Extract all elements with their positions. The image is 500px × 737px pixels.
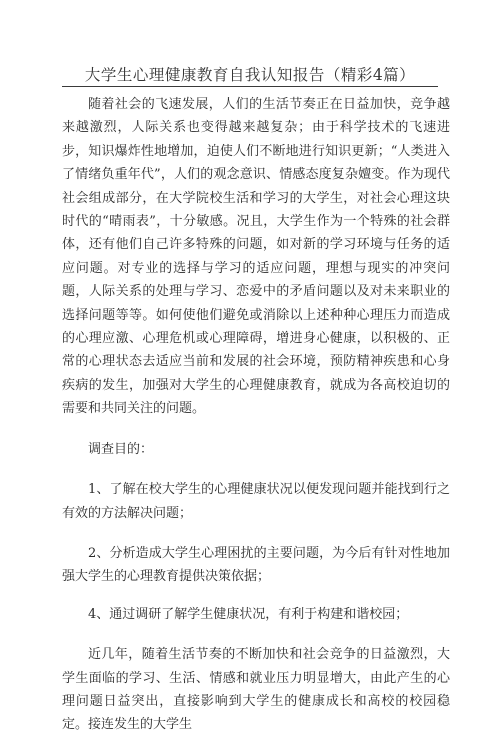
- purpose-item-1: 1、了解在校大学生的心理健康状况以便发现问题并能找到行之有效的方法解决问题；: [62, 482, 450, 521]
- background-paragraph: 近几年，随着生活节奏的不断加快和社会竞争的日益激烈，大学生面临的学习、生活、情感和就业压力明显增大，由此产生的心理问题日益突出，直接影响到大学生的健康成长和高校的校园稳定。接连发生的大学生: [62, 647, 450, 733]
- document-body: [62, 93, 450, 737]
- title-underline: [62, 86, 438, 87]
- survey-purpose-heading: 调查目的：: [88, 441, 154, 457]
- document-title: 大学生心理健康教育自我认知报告（精彩4篇）: [84, 66, 416, 84]
- purpose-item-2: 2、分析造成大学生心理困扰的主要问题，为今后有针对性地加强大学生的心理教育提供决策依据；: [62, 545, 450, 585]
- purpose-item-4: 4、通过调研了解学生健康状况，有利于构建和谐校园；: [88, 606, 409, 622]
- intro-paragraph: 随着社会的飞速发展，人们的生活节奏正在日益加快，竞争越来越激烈，人际关系也变得越来越复杂；由于科学技术的飞速进步，知识爆炸性地增加，迫使人们不断地进行知识更新；“人类进入了情绪负重年代”，人们的观念意识、情感态度复杂嬗变。作为现代社会组成部分，在大学院校生活和学习的大学生，对社会心理这块时代的“晴雨表”，十分敏感。况且，大学生作为一个特殊的社会群体，还有他们自己许多特殊的问题，如对新的学习环境与任务的适应问题。对专业的选择与学习的适应问题，理想与现实的冲突问题，人际关系的处理与学习、恋爱中的矛盾问题以及对未来职业的选择问题等等。如何使他们避免或消除以上述种种心理压力而造成的心理应激、心理危机或心理障碍，增进身心健康，以积极的、正常的心理状态去适应当前和发展的社会环境，预防精神疾患和心身疾病的发生，加强对大学生的心理健康教育，就成为各高校迫切的需要和共同关注的问题。: [62, 97, 450, 417]
